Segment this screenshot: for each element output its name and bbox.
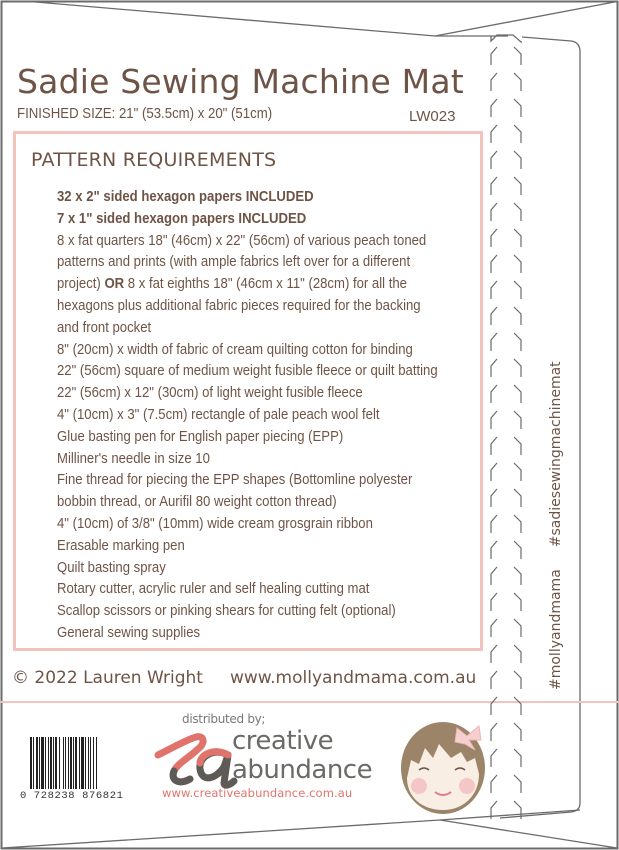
logo-text-abundance: abundance bbox=[232, 755, 373, 785]
stitch-left bbox=[491, 411, 497, 429]
requirement-item bbox=[57, 274, 438, 296]
stitch-right bbox=[514, 73, 521, 91]
stitch-left bbox=[491, 229, 497, 247]
stitch-left bbox=[491, 307, 497, 325]
distributed-by-label: distributed by; bbox=[182, 712, 266, 726]
website-link[interactable]: www.mollyandmama.com.au bbox=[230, 668, 477, 688]
barcode-bar bbox=[59, 737, 60, 789]
requirement-item: Fine thread for piecing the EPP shapes (Bottomline polyester bbox=[57, 472, 413, 489]
hashtag-mollyandmama: #mollyandmama bbox=[548, 569, 564, 690]
product-title: Sadie Sewing Machine Mat bbox=[17, 62, 464, 101]
stitch-right bbox=[514, 489, 521, 507]
stitch-right bbox=[514, 151, 521, 169]
stitch-right bbox=[514, 229, 521, 247]
stitch-left bbox=[491, 47, 497, 65]
requirement-text: 8 x fat eighths 18" (46cm x 11" (28cm) for all the bbox=[124, 276, 407, 293]
barcode-bar bbox=[90, 737, 91, 789]
logo-text-creative: creative bbox=[232, 726, 334, 756]
stitch-right bbox=[514, 671, 521, 689]
barcode-bar bbox=[50, 737, 52, 789]
requirement-item: Quilt basting spray bbox=[57, 559, 166, 576]
stitch-right bbox=[514, 281, 521, 299]
stitch-left bbox=[491, 697, 497, 715]
stitch-right bbox=[514, 749, 521, 767]
barcode-bar bbox=[70, 737, 72, 789]
stitch-right bbox=[514, 645, 521, 663]
stitch-right bbox=[514, 47, 521, 65]
requirement-item: and front pocket bbox=[57, 319, 152, 336]
barcode-bar bbox=[79, 737, 80, 789]
stitch-left bbox=[491, 385, 497, 403]
stitch-right bbox=[514, 593, 521, 611]
stitch-left bbox=[491, 255, 497, 273]
barcode-bar bbox=[41, 737, 44, 789]
stitch-left bbox=[491, 775, 497, 793]
stitch-right bbox=[514, 515, 521, 533]
stitch-right bbox=[514, 567, 521, 585]
stitch-left bbox=[491, 567, 497, 585]
stitch-right bbox=[514, 99, 521, 117]
barcode-bar bbox=[68, 737, 69, 789]
stitch-left bbox=[491, 593, 497, 611]
stitch-left bbox=[491, 515, 497, 533]
stitch-left bbox=[491, 73, 497, 91]
barcode-bar bbox=[75, 737, 77, 789]
stitch-right bbox=[514, 775, 521, 793]
stitch-left bbox=[491, 645, 497, 663]
stitch-left bbox=[491, 463, 497, 481]
stitch-right bbox=[514, 463, 521, 481]
requirement-item: Rotary cutter, acrylic ruler and self healing cutting mat bbox=[57, 581, 370, 598]
pattern-requirements-box bbox=[13, 131, 483, 651]
stitch-left bbox=[491, 749, 497, 767]
requirement-item: 4" (10cm) of 3/8" (10mm) wide cream grosgrain ribbon bbox=[57, 515, 373, 532]
hashtag-sadiesewingmachinemat: #sadiesewingmachinemat bbox=[548, 361, 564, 548]
stitch-left bbox=[491, 671, 497, 689]
distributor-website[interactable]: www.creativeabundance.com.au bbox=[162, 786, 353, 800]
stitch-left bbox=[491, 541, 497, 559]
requirement-item: Glue basting pen for English paper piecing (EPP) bbox=[57, 428, 344, 445]
requirement-item: patterns and prints (with ample fabrics left over for a different bbox=[57, 254, 411, 271]
stitch-left bbox=[491, 619, 497, 637]
barcode-bar bbox=[48, 737, 49, 789]
hashtags bbox=[548, 361, 564, 690]
requirement-text-bold: OR bbox=[104, 276, 125, 293]
requirement-item: Erasable marking pen bbox=[57, 537, 185, 554]
stitch-right bbox=[514, 697, 521, 715]
stitch-right bbox=[514, 359, 521, 377]
stitch-right bbox=[514, 125, 521, 143]
barcode-number: 0 728238 876821 bbox=[20, 790, 124, 802]
requirements-heading: PATTERN REQUIREMENTS bbox=[31, 149, 277, 171]
stitch-left bbox=[491, 151, 497, 169]
barcode-bar bbox=[63, 737, 64, 789]
barcode-bar bbox=[36, 737, 38, 789]
stitch-right bbox=[514, 437, 521, 455]
stitch-right bbox=[514, 203, 521, 221]
requirement-item: 8 x fat quarters 18" (46cm) x 22" (56cm) of various peach toned bbox=[57, 232, 427, 249]
requirement-item: 7 x 1" sided hexagon papers INCLUDED bbox=[57, 210, 307, 227]
requirement-item: Scallop scissors or pinking shears for cutting felt (optional) bbox=[57, 603, 396, 620]
barcode-bar bbox=[45, 737, 46, 789]
stitch-left bbox=[491, 359, 497, 377]
bottom-fold-line-right bbox=[440, 820, 617, 848]
stitch-left bbox=[491, 125, 497, 143]
stitch-left bbox=[491, 723, 497, 741]
finished-size: FINISHED SIZE: 21" (53.5cm) x 20" (51cm) bbox=[17, 105, 273, 122]
pattern-code: LW023 bbox=[409, 108, 456, 125]
stitch-right bbox=[514, 333, 521, 351]
top-fold-line bbox=[30, 2, 508, 37]
barcode-bar bbox=[39, 737, 40, 789]
requirement-item: 8" (20cm) x width of fabric of cream quilting cotton for binding bbox=[57, 341, 413, 358]
stitch-left bbox=[491, 489, 497, 507]
requirement-item: 32 x 2" sided hexagon papers INCLUDED bbox=[57, 189, 314, 205]
barcode-bar bbox=[65, 737, 66, 789]
stitch-left bbox=[491, 281, 497, 299]
requirement-item: General sewing supplies bbox=[57, 624, 201, 641]
stitch-right bbox=[514, 385, 521, 403]
requirement-text: project) bbox=[57, 276, 105, 293]
stitch-right bbox=[514, 411, 521, 429]
stitch-right bbox=[514, 255, 521, 273]
top-fold-line-right bbox=[435, 2, 617, 37]
barcode-bar bbox=[85, 737, 86, 789]
stitch-left bbox=[491, 203, 497, 221]
barcode-bar bbox=[53, 737, 54, 789]
girl-face-illustration bbox=[397, 718, 489, 818]
copyright-text: © 2022 Lauren Wright bbox=[12, 668, 203, 688]
stitch-left bbox=[491, 177, 497, 195]
barcode-bar bbox=[33, 737, 34, 789]
barcode-bar bbox=[81, 737, 84, 789]
barcode-bar bbox=[93, 737, 94, 789]
requirement-item: 22" (56cm) x 12" (30cm) of light weight fusible fleece bbox=[57, 385, 363, 402]
barcode-image bbox=[30, 737, 128, 789]
stitch-left bbox=[491, 99, 497, 117]
requirement-item: 4" (10cm) x 3" (7.5cm) rectangle of pale peach wool felt bbox=[57, 406, 380, 423]
creative-abundance-logo-mark bbox=[150, 733, 240, 793]
stitch-right bbox=[514, 307, 521, 325]
barcode-bar bbox=[30, 737, 32, 789]
requirement-item: 22" (56cm) square of medium weight fusible fleece or quilt batting bbox=[57, 363, 438, 380]
stitch-left bbox=[491, 333, 497, 351]
barcode-bar bbox=[55, 737, 57, 789]
hang-tab-outline bbox=[500, 37, 580, 818]
stitch-right bbox=[514, 541, 521, 559]
requirements-list bbox=[57, 187, 480, 645]
stitch-right bbox=[514, 177, 521, 195]
requirement-item: Milliner's needle in size 10 bbox=[57, 450, 210, 467]
barcode-bar bbox=[88, 737, 89, 789]
barcode-bar bbox=[73, 737, 74, 789]
stitch-right bbox=[514, 619, 521, 637]
barcode-bar bbox=[96, 737, 97, 789]
requirement-item: hexagons plus additional fabric pieces required for the backing bbox=[57, 297, 421, 314]
requirement-item: bobbin thread, or Aurifil 80 weight cotton thread) bbox=[57, 494, 337, 511]
stitch-right bbox=[514, 723, 521, 741]
tab-stitch-pattern bbox=[491, 47, 521, 819]
stitch-left bbox=[491, 437, 497, 455]
